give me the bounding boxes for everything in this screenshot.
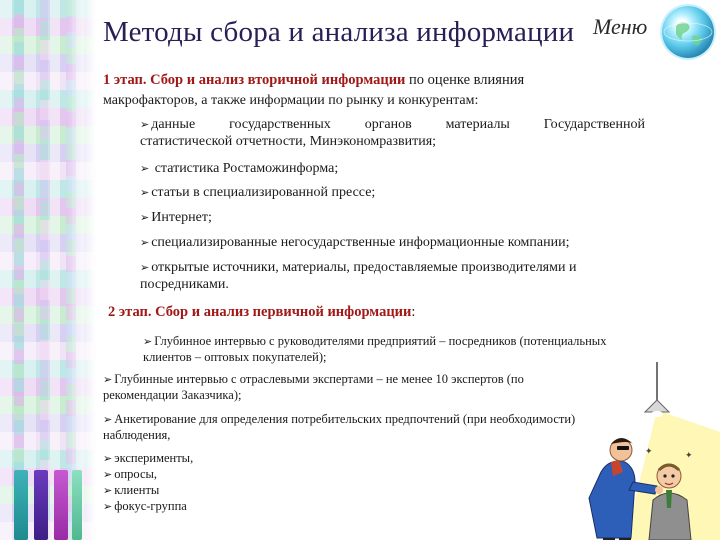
- list-item-text: статистика Ростаможинформа;: [151, 161, 339, 176]
- list-item: [140, 259, 576, 276]
- list-item-text: статьи в специализированной прессе;: [151, 185, 376, 200]
- arrow-bullet-icon: ➢: [103, 500, 113, 513]
- list-item: [103, 450, 193, 467]
- stage2-heading-bold: 2 этап. Сбор и анализ первичной информации: [108, 304, 412, 320]
- arrow-bullet-icon: ➢: [103, 413, 113, 426]
- arrow-bullet-icon: ➢: [103, 484, 113, 497]
- globe-icon[interactable]: [662, 6, 714, 58]
- list-item: [140, 116, 645, 133]
- list-item-text: Анкетирование для определения потребительских предпочтений (при необходимости): [114, 412, 576, 426]
- nav-bar-next[interactable]: [54, 470, 68, 540]
- list-item-continuation: посредниками.: [140, 277, 229, 292]
- stage1-heading: [103, 72, 524, 89]
- stage1-heading-rest: по оценке влияния: [405, 72, 525, 88]
- list-item-text: Интернет;: [151, 210, 212, 225]
- slide-navigation-bars[interactable]: [14, 470, 84, 540]
- arrow-bullet-icon: ➢: [140, 211, 150, 224]
- arrow-bullet-icon: ➢: [140, 236, 150, 249]
- list-item-continuation: статистической отчетности, Минэкономразвития;: [140, 134, 437, 149]
- arrow-bullet-icon: ➢: [103, 373, 113, 386]
- nav-bar-first[interactable]: [14, 470, 28, 540]
- menu-link[interactable]: Меню: [593, 14, 648, 39]
- list-item: [140, 209, 212, 226]
- nav-bar-last[interactable]: [72, 470, 82, 540]
- mosaic-column: [40, 0, 50, 540]
- list-item: [103, 371, 524, 388]
- stage2-heading: [108, 304, 415, 321]
- list-item: [140, 160, 338, 177]
- mosaic-column: [14, 0, 24, 540]
- list-item-text: Глубинные интервью с отраслевыми экспертами – не менее 10 экспертов (по: [114, 372, 524, 386]
- nav-bar-previous[interactable]: [34, 470, 48, 540]
- list-item: [143, 333, 606, 350]
- arrow-bullet-icon: ➢: [140, 118, 150, 131]
- list-item-text: данные государственных органов материалы Государственной: [151, 117, 645, 132]
- list-item-text: открытые источники, материалы, предоставляемые производителями и: [151, 260, 577, 275]
- list-item: [103, 482, 159, 499]
- list-item: [140, 184, 375, 201]
- svg-text:✦: ✦: [645, 447, 653, 457]
- list-item: [103, 498, 187, 515]
- list-item-continuation: клиентов – оптовых покупателей);: [143, 350, 327, 364]
- list-item: [103, 466, 157, 483]
- arrow-bullet-icon: ➢: [103, 468, 113, 481]
- slide-title: Методы сбора и анализа информации: [103, 16, 575, 48]
- svg-text:✦: ✦: [685, 451, 693, 461]
- arrow-bullet-icon: ➢: [143, 335, 153, 348]
- list-item-continuation: наблюдения,: [103, 428, 171, 442]
- list-item-text: эксперименты,: [114, 451, 194, 465]
- list-item: [140, 234, 569, 251]
- stage1-heading-bold: 1 этап. Сбор и анализ вторичной информации: [103, 72, 406, 88]
- list-item-text: Глубинное интервью с руководителями предприятий – посредников (потенциальных: [154, 334, 607, 348]
- decorative-mosaic-stripe: [0, 0, 96, 540]
- list-item-text: фокус-группа: [114, 499, 187, 513]
- list-item-text: опросы,: [114, 467, 158, 481]
- list-item-text: клиенты: [114, 483, 160, 497]
- arrow-bullet-icon: ➢: [140, 261, 150, 274]
- interrogation-illustration: [565, 362, 720, 540]
- stage2-heading-tail: :: [411, 304, 416, 320]
- list-item-continuation: рекомендации Заказчика);: [103, 388, 242, 402]
- arrow-bullet-icon: ➢: [140, 186, 150, 199]
- list-item-text: специализированные негосударственные информационные компании;: [151, 235, 570, 250]
- stage1-continuation: макрофакторов, а также информации по рынку и конкурентам:: [103, 93, 479, 108]
- arrow-bullet-icon: ➢: [140, 162, 150, 175]
- list-item: [103, 411, 575, 428]
- arrow-bullet-icon: ➢: [103, 452, 113, 465]
- mosaic-fade: [66, 0, 96, 540]
